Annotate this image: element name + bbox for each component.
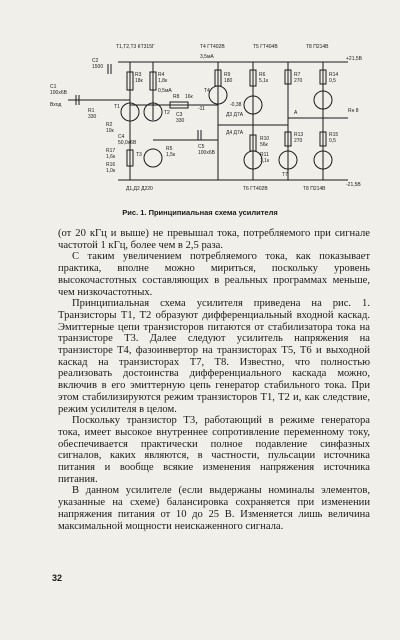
label-r11v: 1,1к bbox=[260, 158, 270, 164]
label-t2: T2 bbox=[164, 110, 170, 116]
label-r14v: 0,5 bbox=[329, 78, 336, 84]
paragraph: В данном усилителе (если выдержаны номиналы элементов, указанные на схеме) балансировка сохраняется при изменении напряжения питания от 10 до 25 В. Изменяется лишь величина максимальной мощности неискаженного сигнала. bbox=[58, 485, 370, 532]
label-t8b: T8 П214В bbox=[303, 186, 326, 192]
label-v35: 3,5мА bbox=[200, 54, 214, 60]
label-r11: R11 bbox=[260, 152, 269, 158]
label-vhod: Вход bbox=[50, 102, 62, 108]
label-r7v: 270 bbox=[294, 78, 303, 84]
label-vplus: +21,5В bbox=[346, 56, 362, 62]
label-t4: T4 ГТ402В bbox=[200, 44, 225, 50]
label-r6v: 5,1к bbox=[259, 78, 269, 84]
label-vminus: -21,5В bbox=[346, 182, 361, 188]
label-d4: Д4 Д7А bbox=[226, 130, 244, 136]
label-r16v: 1,0к bbox=[106, 168, 116, 174]
paragraph: Принципиальная схема усилителя приведена на рис. 1. Транзисторы T1, T2 образуют дифференциальный входной каскад. Эмиттерные цепи транзисторов питаются от стабилизатора тока на транзисторе T3. Далее следуют усилитель напряжения на транзисторе T4, фазоинвертор на транзисторах T5, T6 и выходной каскад на транзисторах T7, T8. Известно, что полностью реализовать достоинства дифференциального каскада можно, включив в его эмиттерную цепь генератор стабильного тока. При этом стабилизируются режим транзисторов T1, T2 и, как следствие, режим усилителя в целом. bbox=[58, 298, 370, 415]
label-r8v: 16к bbox=[185, 94, 193, 100]
label-c1: C1 bbox=[50, 84, 57, 90]
label-r10v: 56к bbox=[260, 142, 268, 148]
label-r8: R8 bbox=[173, 94, 180, 100]
label-r6: R6 bbox=[259, 72, 266, 78]
label-t7: T7 bbox=[282, 172, 288, 178]
label-a: A bbox=[294, 110, 298, 116]
label-c5: C5 bbox=[198, 144, 205, 150]
label-r5v: 1,5к bbox=[166, 152, 176, 158]
label-t5: T5 ГТ404В bbox=[253, 44, 278, 50]
label-t1: T1 bbox=[114, 104, 120, 110]
label-r1: R1 bbox=[88, 108, 95, 114]
label-r3v: 18к bbox=[135, 78, 143, 84]
label-r1v: 330 bbox=[88, 114, 97, 120]
label-r4v: 1,8к bbox=[158, 78, 168, 84]
label-r17: R17 bbox=[106, 148, 116, 154]
paragraph: (от 20 кГц и выше) не превышал тока, потребляемого при сигнале частотой 1 кГц, более чем в 2,5 раза. bbox=[58, 228, 370, 251]
label-r2: R2 bbox=[106, 122, 113, 128]
paragraph: Поскольку транзистор T3, работающий в режиме генератора тока, имеет высокое внутреннее сопротивление переменному току, обеспечивается практически полное подавление синфазных сигналов, каких являются, в частности, пульсации источника питания и вообще всякие изменения напряжения источника питания. bbox=[58, 415, 370, 485]
label-c3: C3 bbox=[176, 112, 183, 118]
label-c4v: 50,0x6В bbox=[118, 140, 137, 146]
label-c1v: 100x6В bbox=[50, 90, 67, 96]
label-c5v: 100x6В bbox=[198, 150, 215, 156]
label-r16: R16 bbox=[106, 162, 116, 168]
label-v03: -0,38 bbox=[230, 102, 242, 108]
label-r4: R4 bbox=[158, 72, 165, 78]
label-t8: T8 П214В bbox=[306, 44, 329, 50]
page-number: 32 bbox=[52, 573, 63, 583]
label-r15: R15 bbox=[329, 132, 339, 138]
figure-caption: Рис. 1. Принципиальная схема усилителя bbox=[122, 208, 278, 217]
label-c3v: 330 bbox=[176, 118, 185, 124]
label-r14: R14 bbox=[329, 72, 339, 78]
label-r9v: 180 bbox=[224, 78, 233, 84]
label-t4l: T4 bbox=[204, 88, 210, 94]
label-r17v: 1,6к bbox=[106, 154, 116, 160]
label-r3: R3 bbox=[135, 72, 142, 78]
label-v11: -11 bbox=[198, 106, 205, 112]
amplifier-schematic bbox=[48, 40, 378, 215]
label-r13v: 270 bbox=[294, 138, 303, 144]
label-c4: C4 bbox=[118, 134, 125, 140]
label-i05ma: 0,5мА bbox=[158, 88, 172, 94]
label-r15v: 0,5 bbox=[329, 138, 336, 144]
label-r10: R10 bbox=[260, 136, 270, 142]
label-d1d2: Д1,Д2 Д220 bbox=[126, 186, 153, 192]
body-text bbox=[58, 228, 370, 532]
label-r7: R7 bbox=[294, 72, 301, 78]
label-r9: R9 bbox=[224, 72, 231, 78]
label-t123: T1,T2,T3 КТ315Г bbox=[116, 44, 155, 50]
label-r2v: 10к bbox=[106, 128, 114, 134]
label-d3: Д3 Д7А bbox=[226, 112, 244, 118]
label-r5: R5 bbox=[166, 146, 173, 152]
label-c2v: 1500 bbox=[92, 64, 104, 70]
label-rn: Rн 8 bbox=[348, 108, 359, 114]
paragraph: С таким увеличением потребляемого тока, как показывает практика, вполне можно мириться, поскольку уровень высокочастотных составляющих в реальных программах меньше, чем низкочастотных. bbox=[58, 251, 370, 298]
label-t6: T6 ГТ402В bbox=[243, 186, 268, 192]
label-c2: C2 bbox=[92, 58, 99, 64]
label-r13: R13 bbox=[294, 132, 304, 138]
label-t3: T3 bbox=[136, 152, 142, 158]
